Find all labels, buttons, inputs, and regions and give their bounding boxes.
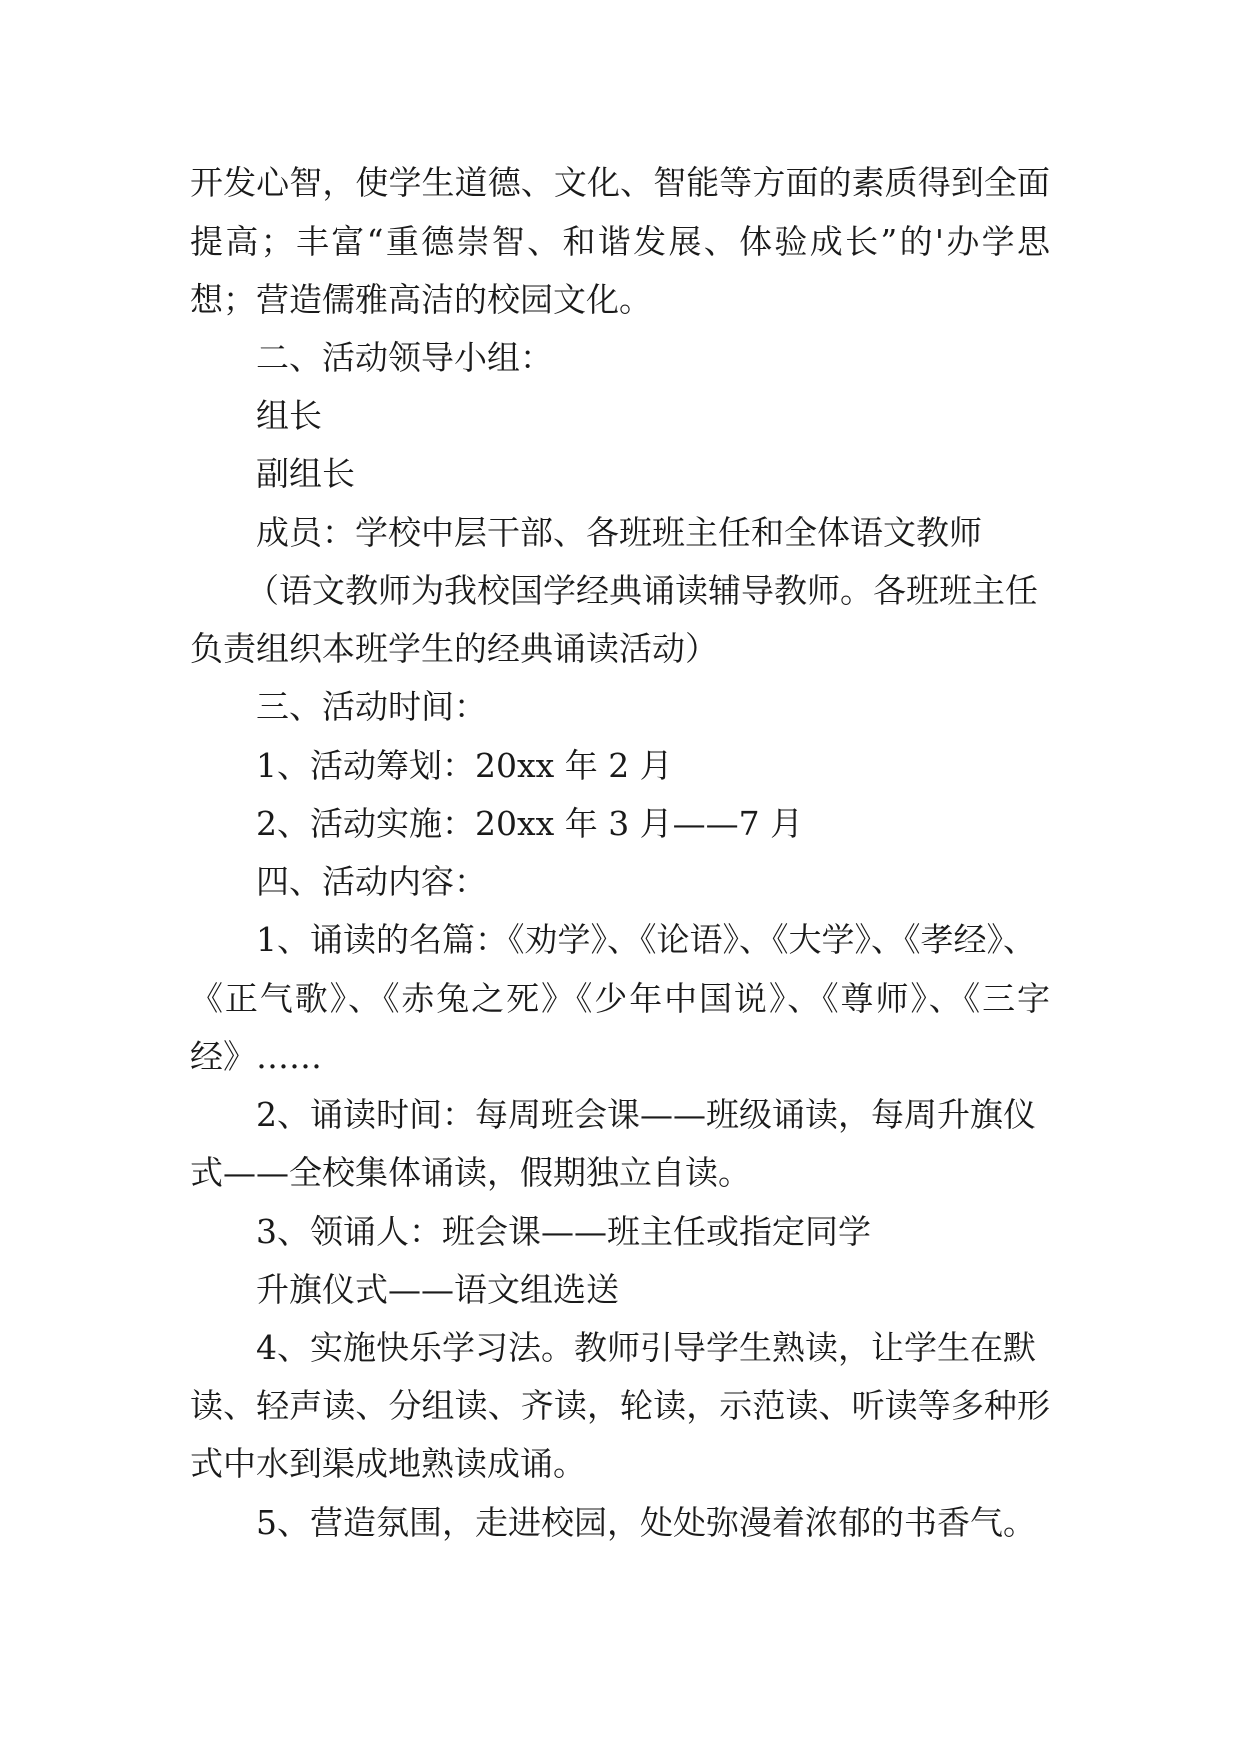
paragraph-line: 4、实施快乐学习法。教师引导学生熟读，让学生在默 [256,1328,1036,1367]
list-item: 2、活动实施：20xx 年 3 月——7 月 [256,804,804,843]
paragraph-line: 5、营造氛围，走进校园，处处弥漫着浓郁的书香气。 [256,1503,1036,1542]
paragraph-line: 读、轻声读、分组读、齐读，轮读，示范读、听读等多种形 [190,1386,1050,1425]
list-item: 副组长 [256,454,355,493]
section-heading: 四、活动内容： [256,862,487,901]
list-item: 组长 [256,396,322,435]
paragraph-line: 经》…… [190,1037,322,1076]
paragraph-line: 3、领诵人：班会课——班主任或指定同学 [256,1212,871,1251]
paragraph-line: 负责组织本班学生的经典诵读活动） [190,629,718,668]
paragraph-line: 《正气歌》、《赤兔之死》《少年中国说》、《尊师》、《三字 [190,979,1050,1018]
paragraph-line: 开发心智，使学生道德、文化、智能等方面的素质得到全面 [190,163,1050,202]
paragraph-line: 式中水到渠成地熟读成诵。 [190,1444,586,1483]
paragraph-line: 1、诵读的名篇：《劝学》、《论语》、《大学》、《孝经》、 [256,920,1036,959]
list-item: 1、活动筹划：20xx 年 2 月 [256,746,673,785]
section-heading: 三、活动时间： [256,687,487,726]
paragraph-line: 式——全校集体诵读，假期独立自读。 [190,1153,751,1192]
paragraph-line: 提高；丰富“重德崇智、和谐发展、体验成长”的'办学思 [190,222,1050,261]
paragraph-line: 想；营造儒雅高洁的校园文化。 [190,280,652,319]
paragraph-line: （语文教师为我校国学经典诵读辅导教师。各班班主任 [246,571,1038,610]
paragraph-line: 升旗仪式——语文组选送 [256,1270,619,1309]
section-heading: 二、活动领导小组： [256,338,553,377]
paragraph-line: 2、诵读时间：每周班会课——班级诵读，每周升旗仪 [256,1095,1036,1134]
list-item: 成员：学校中层干部、各班班主任和全体语文教师 [256,513,982,552]
